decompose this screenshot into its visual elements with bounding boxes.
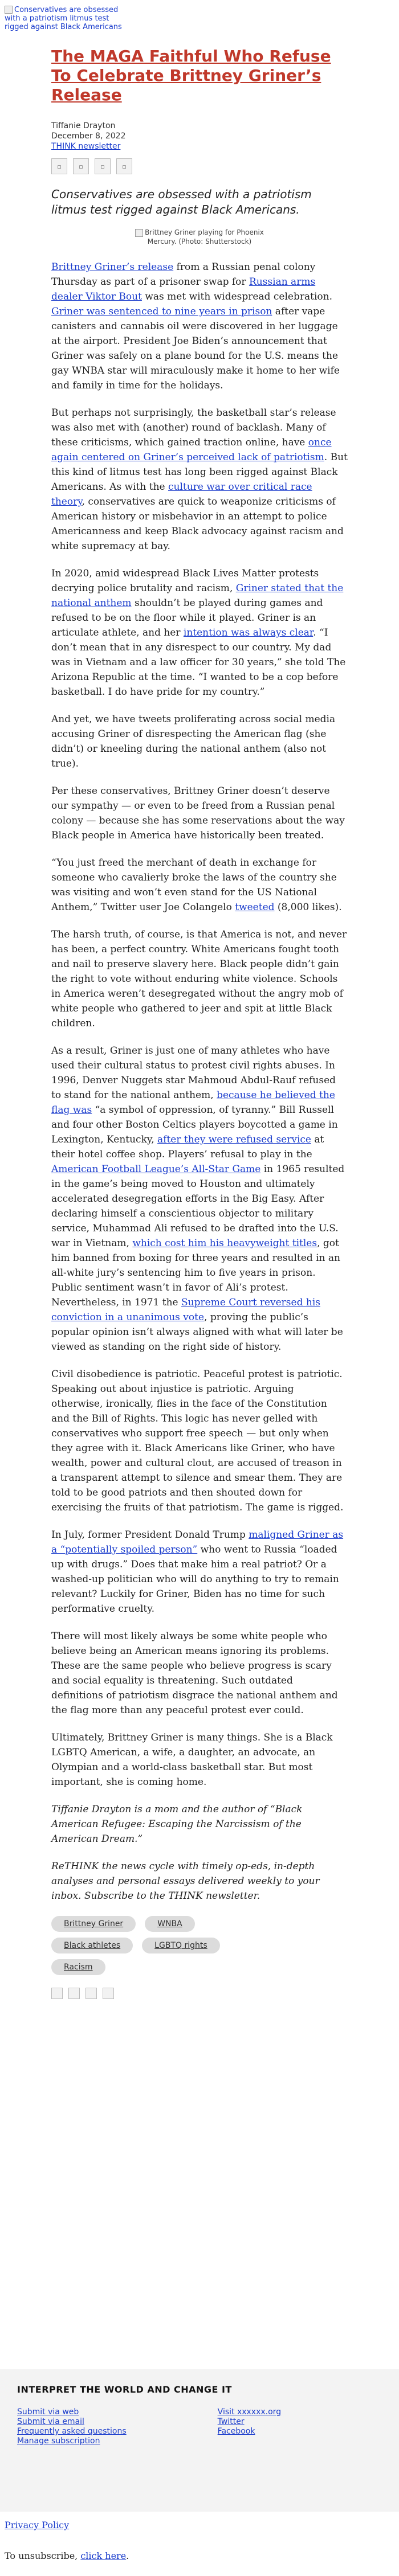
article-photo [51,228,348,246]
twitter-share-icon[interactable]: ▫ [73,158,89,174]
inline-link[interactable]: tweeted [235,902,275,913]
inline-link[interactable]: Griner was sentenced to nine years in prison [51,306,272,317]
rethink-promo: ReTHINK the news cycle with timely op-eds, in-depth analyses and personal essays delivered weekly to your inbox. Subscribe to the THINK newsletter. [51,1861,320,1902]
inline-link[interactable]: American Football League’s All-Star Game [51,1164,261,1175]
linkedin-share-icon[interactable] [85,1988,97,1999]
article-subhead: Conservatives are obsessed with a patriotism litmus test rigged against Black Americans. [51,187,312,216]
paragraph: The harsh truth, of course, is that America is not, and never has been, a perfect country. White Americans fought tooth and nail to preserve slavery here. Black people didn’t gain the right to vote without enduring white violence. Schools in America weren’t desegregated without the angry mob of white people who gathered to jeer and spit at little Black children. [51,929,347,1029]
paragraph: Ultimately, Brittney Griner is many things. She is a Black LGBTQ American, a wife, a daughter, an advocate, an Olympian and a world-class basketball star. But most important, she is coming home. [51,1732,333,1788]
submit-web-link[interactable]: Submit via web [17,2407,79,2417]
article [51,47,348,1999]
unsubscribe-link[interactable]: click here [80,2550,127,2561]
newsletter-link[interactable]: THINK newsletter [51,142,121,151]
paragraph: Per these conservatives, Brittney Griner doesn’t deserve our sympathy — or even to be freed from a Russian penal colony — because she has some reservations about the way Black people in America have historically been treated. [51,785,345,841]
broken-image-icon [135,229,143,237]
article-body [51,260,348,1903]
facebook-link[interactable]: Facebook [217,2427,255,2436]
inline-link[interactable]: once again centered on Griner’s perceived lack of patriotism [51,437,332,463]
inline-link[interactable]: after they were refused service [157,1134,311,1145]
paragraph: In July, former President Donald Trump maligned Griner as a “potentially spoiled person” who went to Russia “loaded up with drugs.” Does that make him a real patriot? Or a washed-up politician who will do anything to try to remain relevant? Luckily for Griner, Biden has no time for such performative cruelty. [51,1529,344,1615]
tag-racism[interactable]: Racism [51,1959,105,1975]
footer-col-submit [17,2407,127,2446]
tag-black-athletes[interactable]: Black athletes [51,1938,133,1953]
faq-link[interactable]: Frequently asked questions [17,2427,127,2436]
author-bio: Tiffanie Drayton is a mom and the author of “Black American Refugee: Escaping the Narcissism of the American Dream.” [51,1804,303,1845]
facebook-share-icon[interactable]: ▫ [51,158,67,174]
tag-lgbtq-rights[interactable]: LGBTQ rights [142,1938,219,1953]
share-buttons-bottom [51,1988,348,1999]
linkedin-share-icon[interactable]: ▫ [95,158,111,174]
twitter-link[interactable]: Twitter [217,2417,245,2426]
manage-subscription-link[interactable]: Manage subscription [17,2436,100,2446]
paragraph: But perhaps not surprisingly, the basketball star’s release was also met with (another) round of backlash. Many of these criticisms, which gained traction online, have once again centered on Griner’s perceived lack of patriotism. But this kind of litmus test has long been rigged against Black Americans. As with the culture war over critical race theory, conservatives are quick to weaponize criticisms of American history or misbehavior in an attempt to police Americanness and keep Black advocacy against racism and white supremacy at bay. [51,407,348,552]
visit-site-link[interactable]: Visit xxxxxx.org [217,2407,282,2417]
paragraph: In 2020, amid widespread Black Lives Matter protests decrying police brutality and racism, Griner stated that the national anthem shouldn’t be played during games and refused to be on the floor while it played. Griner is an articulate athlete, and her intention was always clear. “I don’t mean that in any disrespect to our country. My dad was in Vietnam and a law officer for 30 years,” she told The Arizona Republic at the time. “I wanted to be a cop before basketball. I do have pride for my country.” [51,568,346,698]
tag-list [51,1916,256,1975]
footer-col-social [218,2407,281,2446]
article-title[interactable]: The MAGA Faithful Who Refuse To Celebrate Brittney Griner’s Release [51,47,331,104]
header-image-alt-text: Conservatives are obsessed with a patriotism litmus test rigged against Black Americans [5,6,122,31]
inline-link[interactable]: Brittney Griner’s release [51,261,174,273]
paragraph: And yet, we have tweets proliferating across social media accusing Griner of disrespecting the American flag (she didn’t) or kneeling during the national anthem (also not true). [51,714,336,769]
inline-link[interactable]: culture war over critical race theory [51,481,312,507]
publish-date: December 8, 2022 [51,132,126,141]
tag-wnba[interactable]: WNBA [145,1916,195,1932]
email-share-icon[interactable]: ▫ [116,158,132,174]
submit-email-link[interactable]: Submit via email [17,2417,84,2426]
inline-link[interactable]: which cost him his heavyweight titles [132,1238,317,1249]
paragraph: “You just freed the merchant of death in exchange for someone who cavalierly broke the laws of the country she was visiting and won’t even stand for the US National Anthem,” Twitter user Joe Colangelo tweeted (8,000 likes). [51,857,342,913]
facebook-share-icon[interactable] [51,1988,63,1999]
paragraph: There will most likely always be some white people who believe being an American means ignoring its problems. These are the same people who believe progress is scary and social equality is threatening. Such outdated definitions of patriotism disgrace the national anthem and the flag more than any peaceful protest ever could. [51,1631,338,1716]
paragraph: Civil disobedience is patriotic. Peaceful protest is patriotic. Speaking out about injustice is patriotic. Arguing otherwise, ironically, flies in the face of the Constitution and the Bill of Rights. This logic has never gelled with conservatives who support free speech — but only when they agree with it. Black Americans like Griner, who have wealth, power and cultural clout, are accused of treason in a transparent attempt to silence and smear them. They are told to be good patriots and then shouted down for exercising the fruits of that patriotism. The game is rigged. [51,1369,344,1513]
privacy-policy-link[interactable]: Privacy Policy [5,2520,70,2530]
inline-link[interactable]: because he believed the flag was [51,1090,335,1116]
tag-brittney-griner[interactable]: Brittney Griner [51,1916,136,1932]
email-share-icon[interactable] [103,1988,114,1999]
footer [0,2369,399,2512]
inline-link[interactable]: Supreme Court reversed his conviction in a unanimous vote [51,1297,320,1323]
footer-title: INTERPRET THE WORLD AND CHANGE IT [17,2384,232,2395]
unsubscribe-line: To unsubscribe, click here. [5,2550,129,2561]
inline-link[interactable]: maligned Griner as a “potentially spoiled person” [51,1529,344,1555]
paragraph: As a result, Griner is just one of many athletes who have used their cultural status to protest civil rights abuses. In 1996, Denver Nuggets star Mahmoud Abdul-Rauf refused to stand for the national anthem, because he believed the flag was “a symbol of oppression, of tyranny.” Bill Russell and four other Boston Celtics players boycotted a game in Lexington, Kentucky, after they were refused service at their hotel coffee shop. Players’ refusal to play in the American Football League’s All-Star Game in 1965 resulted in the game’s being moved to Houston and ultimately accelerated desegregation efforts in the Big Easy. After declaring himself a conscientious objector to military service, Muhammad Ali refused to be drafted into the U.S. war in Vietnam, which cost him his heavyweight titles, got him banned from boxing for three years and resulted in an all-white jury’s sentencing him to five years in prison. Public sentiment wasn’t in favor of Ali’s protest. Nevertheless, in 1971 the Supreme Court reversed his conviction in a unanimous vote, proving the public’s popular opinion isn’t always aligned with what will later be viewed as standing on the right side of history. [51,1045,345,1353]
photo-caption: Brittney Griner playing for Phoenix Mercury. (Photo: Shutterstock) [145,228,264,245]
twitter-share-icon[interactable] [68,1988,80,1999]
inline-link[interactable]: intention was always clear [183,627,314,638]
unsubscribe-text: To unsubscribe, [5,2550,81,2561]
inline-link[interactable]: Russian arms dealer Viktor Bout [51,276,316,302]
broken-image-icon [5,6,13,14]
paragraph: Brittney Griner’s release from a Russian penal colony Thursday as part of a prisoner swap for Russian arms dealer Viktor Bout was met with widespread celebration. Griner was sentenced to nine years in prison after vape canisters and cannabis oil were discovered in her luggage at the airport. President Joe Biden’s announcement that Griner was safely on a plane bound for the U.S. means the gay WNBA star will miraculously make it home to her wife and family in time for the holidays. [51,261,340,391]
privacy-policy [5,2520,69,2530]
article-meta [51,121,348,151]
header-image-link[interactable] [5,6,130,31]
share-buttons-top [51,158,348,174]
author-name: Tiffanie Drayton [51,121,116,130]
inline-link[interactable]: Griner stated that the national anthem [51,583,344,609]
